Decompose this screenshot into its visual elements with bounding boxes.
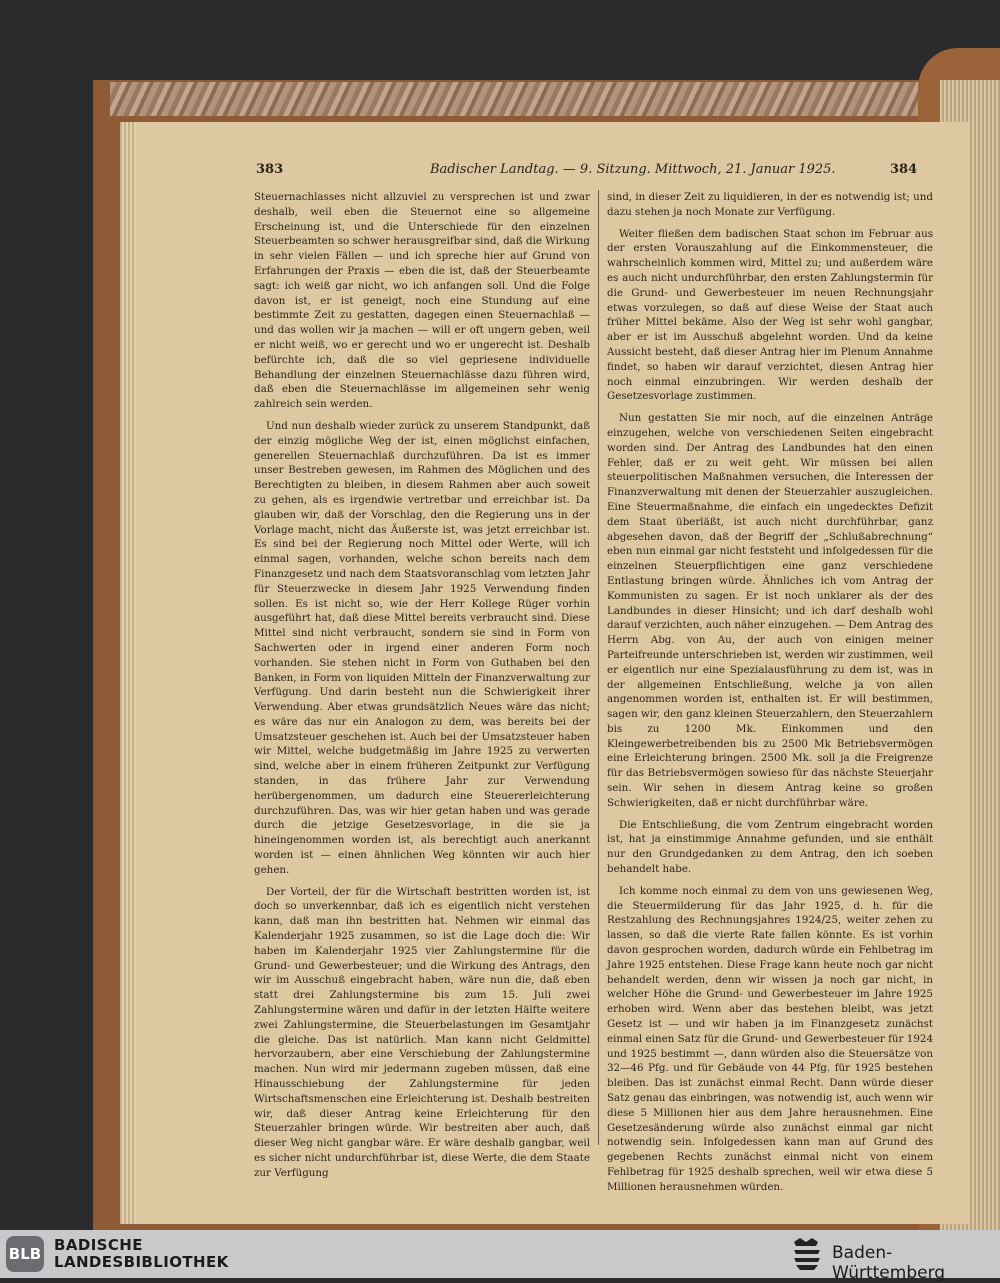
page-number-right: 384 <box>890 162 918 177</box>
running-header: Badischer Landtag. — 9. Sitzung. Mittwoch, 21. Januar 1925. <box>430 162 836 177</box>
paragraph: Und nun deshalb wieder zurück zu unserem Standpunkt, daß der einzig mögliche Weg der ist, einen möglichst einfachen, generellen Steuernachlaß durchzuführen. Da ist es immer unser Bestreben gewesen, im Rahmen des Möglichen und des Berechtigten zu bleiben, in diesem Rahmen aber auch soweit zu gehen, als es irgendwie vertretbar und erreichbar ist. Da glauben wir, daß der Vorschlag, den die Regierung uns in der Vorlage macht, nicht das Äußerste ist, was jetzt erreichbar ist. Es sind bei der Regierung noch Mittel oder Werte, will ich einmal sagen, vorhanden, welche schon bereits nach dem Finanzgesetz und nach dem Staatsvoranschlag vom letzten Jahr für Steuerzwecke in diesem Jahr 1925 Verwendung finden sollen. Es ist nicht so, wie der Herr Kollege Rüger vorhin ausgeführt hat, daß diese Mittel bereits verbraucht sind. Diese Mittel sind nicht verbraucht, sondern sie sind in Form von Sachwerten oder in irgend einer anderen Form noch vorhanden. Sie stehen nicht in Form von Guthaben bei den Banken, in Form von liquiden Mitteln der Finanzverwaltung zur Verfügung. Und darin besteht nun die Schwierigkeit ihrer Verwendung. Aber etwas grundsätzlich Neues wäre das nicht; es wäre das nur ein Analogon zu dem, was bereits bei der Umsatzsteuer geschehen ist. Auch bei der Umsatzsteuer haben wir Mittel, welche budgetmäßig im Jahre 1925 zu verwerten sind, welche aber in einem früheren Zeitpunkt zur Verfügung standen, in das frühere Jahr zur Verwendung herübergenommen, um dadurch eine Steuererleichterung durchzuführen. Das, was wir hier getan haben und was gerade durch die jetzige Gesetzesvorlage, in die sie ja hineingenommen worden ist, als berechtigt auch anerkannt worden ist — einen ähnlichen Weg könnten wir auch hier gehen. <box>254 419 590 876</box>
marbled-endpaper <box>110 82 920 116</box>
coat-of-arms-icon <box>790 1236 824 1272</box>
blb-logo[interactable]: BLB <box>6 1236 44 1272</box>
paragraph: Ich komme noch einmal zu dem von uns gewiesenen Weg, die Steuermilderung für das Jahr 1925, d. h. für die Restzahlung des Rechnungsjahres 1924/25, weiter zehen zu lassen, so daß die vierte Rate fallen könnte. Es ist vorhin davon gesprochen worden, dadurch würde ein Fehlbetrag im Jahre 1925 entstehen. Diese Frage kann heute noch gar nicht behandelt werden, denn wir wissen ja noch gar nicht, in welcher Höhe die Grund- und Gewerbesteuer im Jahre 1925 erhoben wird. Wenn aber das bestehen bleibt, was jetzt Gesetz ist — und wir haben ja im Finanzgesetz zunächst einmal einen Satz für die Grund- und Gewerbesteuer für 1924 und 1925 bestimmt —, dann würden also die Steuersätze von 32—46 Pfg. und für Gebäude von 44 Pfg. für 1925 bestehen bleiben. Das ist zunächst einmal Recht. Dann würde dieser Satz genau das einbringen, was notwendig ist, auch wenn wir diese 5 Millionen hier aus dem Jahre herausnehmen. Eine Gesetzesänderung würde also zunächst einmal gar nicht notwendig sein. Infolgedessen kann man auf Grund des gegebenen Rechts zunächst einmal nicht von einem Fehlbetrag für 1925 deshalb sprechen, weil wir etwa diese 5 Millionen herausnehmen würden. <box>607 884 933 1193</box>
text-column-right <box>607 190 933 1202</box>
paragraph: sind, in dieser Zeit zu liquidieren, in der es notwendig ist; und dazu stehen ja noch Monate zur Verfügung. <box>607 191 933 218</box>
paragraph: Der Vorteil, der für die Wirtschaft bestritten worden ist, ist doch so unverkennbar, daß ich es eigentlich nicht verstehen kann, daß man ihn bestritten hat. Nehmen wir einmal das Kalenderjahr 1925 zusammen, so ist die Lage doch die: Wir haben im Kalenderjahr 1925 vier Zahlungstermine für die Grund- und Gewerbesteuer; und die Wirkung des Antrags, den wir im Ausschuß eingebracht haben, wäre nun die, daß eben statt drei Zahlungstermine bis zum 15. Juli zwei Zahlungstermine wären und dafür in der letzten Hälfte weitere zwei Zahlungstermine, die Steuerbelastungen im Gesamtjahr die gleiche. Das ist natürlich. Man kann nicht Geldmittel hervorzaubern, aber eine Verschiebung der Zahlungstermine machen. Nun wird mir jedermann zugeben müssen, daß eine Hinausschiebung der Zahlungstermine für jeden Wirtschaftsmenschen eine Erleichterung ist. Deshalb bestreiten wir, daß dieser Antrag keine Erleichterung für den Steuerzahler bringen würde. Wir bestreiten aber auch, daß dieser Weg nicht gangbar wäre. Er wäre deshalb gangbar, weil es sicher nicht undurchführbar ist, diese Werte, die dem Staate zur Verfügung <box>254 885 590 1179</box>
library-name-line2: LANDESBIBLIOTHEK <box>54 1253 229 1271</box>
column-divider <box>598 190 599 1145</box>
library-name-line1: BADISCHE <box>54 1236 143 1254</box>
paragraph: Steuernachlasses nicht allzuviel zu versprechen ist und zwar deshalb, weil eben die Steuernot eine so allgemeine Erscheinung ist, und die Unterschiede für den einzelnen Steuerbeamten so schwer herausgreifbar sind, daß die Wirkung in sehr vielen Fällen — und ich spreche hier auf Grund von Erfahrungen der Praxis — eben die ist, daß der Steuerbeamte sagt: ich weiß gar nicht, wo ich anfangen soll. Und die Folge davon ist, er ist geneigt, noch eine Stundung auf eine bestimmte Zeit zu gestatten, dagegen einen Steuernachlaß — und das wollen wir ja machen — will er oft ungern geben, weil er nicht weiß, wo er gerecht und wo er ungerecht ist. Deshalb befürchte ich, daß die so viel gepriesene individuelle Behandlung der einzelnen Steuernachlässe dazu führen wird, daß eben die Steuernachlässe im allgemeinen sehr wenig zahlreich sein werden. <box>254 191 590 411</box>
paragraph: Nun gestatten Sie mir noch, auf die einzelnen Anträge einzugehen, welche von verschiedenen Seiten eingebracht worden sind. Der Antrag des Landbundes hat den einen Fehler, daß er zu weit geht. Wir müssen bei allen steuerpolitischen Maßnahmen versuchen, die Interessen der Finanzverwaltung mit denen der Steuerzahler auszugleichen. Eine Steuermaßnahme, die einfach ein ungedecktes Defizit dem Staat überläßt, ist auch nicht durchführbar, ganz abgesehen davon, daß der Begriff der „Schlußabrechnung“ eben nun einmal gar nicht feststeht und infolgedessen für die einzelnen Steuerpflichtigen eine ganz verschiedene Entlastung bringen würde. Ähnliches ich vom Antrag der Kommunisten zu sagen. Er ist noch unklarer als der des Landbundes in dieser Hinsicht; und ich darf deshalb wohl darauf verzichten, auch näher einzugehen. — Dem Antrag des Herrn Abg. von Au, der auch von einigen meiner Parteifreunde unterschrieben ist, werden wir zustimmen, weil er eigentlich nur eine Spezialausführung zu dem ist, was in der allgemeinen Entschließung, welche ja von allen angenommen worden ist, enthalten ist. Er will bestimmen, sagen wir, den ganz kleinen Steuerzahlern, den Steuerzahlern bis zu 1200 Mk. Einkommen und den Kleingewerbetreibenden bis zu 2500 Mk Betriebsvermögen eine Erleichterung bringen. 2500 Mk. soll ja die Freigrenze für das Betriebsvermögen sowieso für das nächste Steuerjahr sein. Wir sehen in diesem Antrag keine so großen Schwierigkeiten, daß er nicht durchführbar wäre. <box>607 412 933 809</box>
paragraph: Die Entschließung, die vom Zentrum eingebracht worden ist, hat ja einstimmige Annahme gefunden, und sie enthält nur den Grundgedanken zu dem Antrag, den ich soeben behandelt habe. <box>607 818 933 876</box>
paragraph: Weiter fließen dem badischen Staat schon im Februar aus der ersten Vorauszahlung auf die Einkommensteuer, die wahrscheinlich kommen wird, Mittel zu; und außerdem wäre es auch nicht undurchführbar, den ersten Zahlungstermin für die Grund- und Gewerbesteuer im neuen Rechnungsjahr etwas vorzulegen, so daß auf diese Weise der Staat auch früher Mittel bekäme. Also der Weg ist sehr wohl gangbar, aber er ist im Ausschuß abgelehnt worden. Und da keine Aussicht besteht, daß dieser Antrag hier im Plenum Annahme findet, so haben wir darauf verzichtet, diesen Antrag hier noch einmal einzubringen. Wir werden deshalb der Gesetzesvorlage zustimmen. <box>607 227 933 403</box>
state-name: Baden-Württemberg <box>832 1243 946 1283</box>
page-number-left: 383 <box>256 162 284 177</box>
text-column-left <box>254 190 590 1188</box>
